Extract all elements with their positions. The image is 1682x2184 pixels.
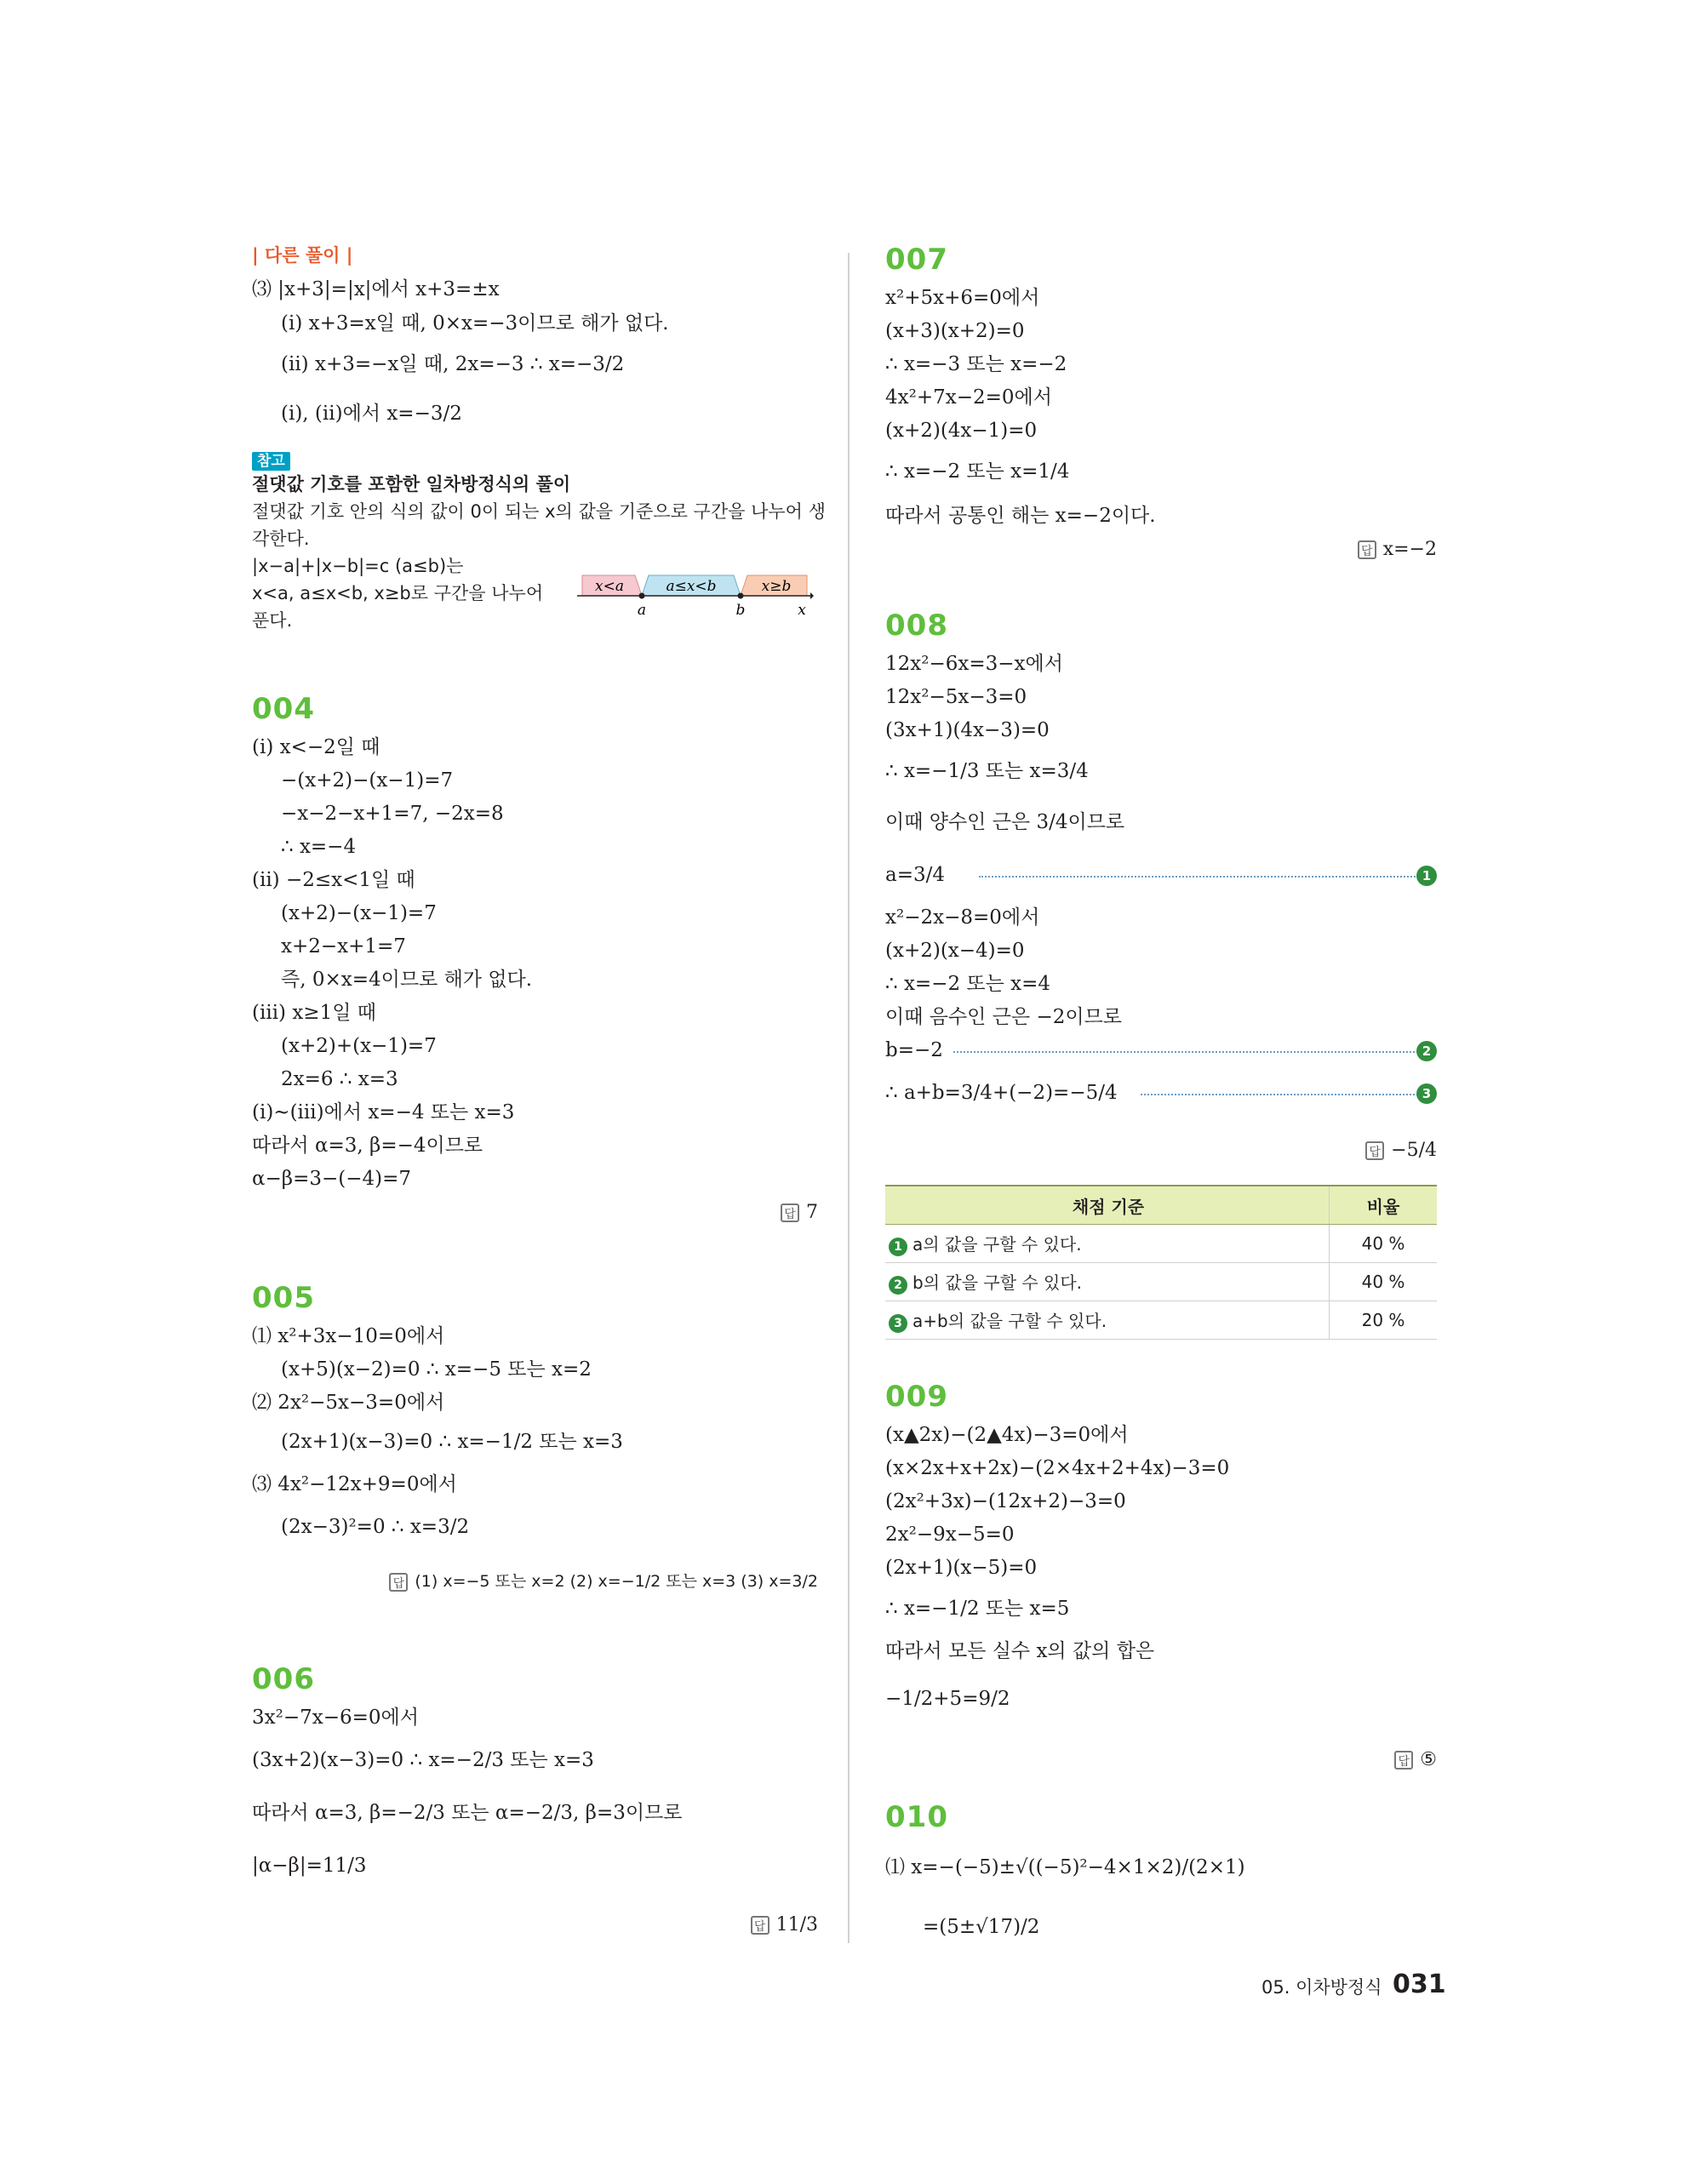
- solution-line: (x+2)(4x−1)=0: [885, 420, 1038, 442]
- solution-line: 따라서 α=3, β=−4이므로: [252, 1135, 483, 1157]
- solution-line: x²+5x+6=0에서: [885, 287, 1040, 309]
- solution-line: b=−2: [885, 1039, 943, 1061]
- solution-line: ∴ x=−4: [281, 836, 357, 858]
- note-line: x<a, a≤x<b, x≥b로 구간을 나누어: [252, 583, 544, 603]
- problem-number: 006: [252, 1662, 315, 1696]
- note-badge: 참고: [252, 452, 290, 471]
- table-cell: 20 %: [1330, 1301, 1438, 1340]
- solution-line: 12x²−6x=3−x에서: [885, 653, 1063, 675]
- solution-line: −x−2−x+1=7, −2x=8: [281, 803, 504, 825]
- other-solution-tag: | 다른 풀이 |: [252, 245, 353, 266]
- solution-line: (ⅰ)~(ⅲ)에서 x=−4 또는 x=3: [252, 1101, 515, 1123]
- solution-line: −(x+2)−(x−1)=7: [281, 769, 454, 792]
- table-row: [885, 1301, 1437, 1340]
- answer-icon: 답: [781, 1203, 799, 1222]
- answer-icon: 답: [1365, 1141, 1384, 1160]
- solution-line: 4x²+7x−2=0에서: [885, 386, 1052, 409]
- solution-line: ⑴ x=−(−5)±√((−5)²−4×1×2)/(2×1): [885, 1856, 1245, 1878]
- problem-number: 010: [885, 1800, 948, 1834]
- answer: 답 (1) x=−5 또는 x=2 (2) x=−1/2 또는 x=3 (3) x=3/2: [389, 1569, 818, 1594]
- answer: 답 11/3: [751, 1912, 818, 1938]
- table-marker: 1: [889, 1238, 907, 1256]
- note-line: 푼다.: [252, 610, 293, 631]
- solution-line: 12x²−5x−3=0: [885, 686, 1027, 708]
- table-cell: 2 b의 값을 구할 수 있다.: [885, 1263, 1330, 1301]
- solution-line: ∴ x=−2 또는 x=1/4: [885, 460, 1070, 483]
- solution-line: (2x+1)(x−3)=0 ∴ x=−1/2 또는 x=3: [281, 1431, 623, 1453]
- solution-line: 즉, 0×x=4이므로 해가 없다.: [281, 969, 533, 991]
- point-label: b: [735, 602, 746, 619]
- answer-icon: 답: [1394, 1751, 1413, 1769]
- solution-line: (2x−3)²=0 ∴ x=3/2: [281, 1516, 470, 1538]
- other-line: (ⅰ), (ⅱ)에서 x=−3/2: [281, 403, 462, 425]
- table-row: [885, 1263, 1437, 1301]
- grading-table: [885, 1185, 1437, 1340]
- solution-line: (x+3)(x+2)=0: [885, 320, 1025, 342]
- solution-line: ⑴ x²+3x−10=0에서: [252, 1325, 445, 1347]
- solution-line: (ⅲ) x≥1일 때: [252, 1002, 376, 1024]
- note-title: 절댓값 기호를 포함한 일차방정식의 풀이: [252, 474, 571, 495]
- solution-line: ∴ a+b=3/4+(−2)=−5/4: [885, 1082, 1118, 1104]
- solution-line: =(5±√17)/2: [923, 1916, 1040, 1938]
- dotted-leader: [979, 876, 1422, 878]
- table-header: 채점 기준: [885, 1186, 1330, 1225]
- solution-line: (x+2)(x−4)=0: [885, 940, 1025, 962]
- dotted-leader: [1141, 1094, 1422, 1095]
- note-line: 각한다.: [252, 529, 310, 549]
- solution-line: x²−2x−8=0에서: [885, 906, 1040, 929]
- solution-line: ∴ x=−1/3 또는 x=3/4: [885, 760, 1089, 782]
- dotted-leader: [953, 1051, 1422, 1053]
- solution-line: (x+2)+(x−1)=7: [281, 1035, 437, 1057]
- table-marker: 2: [889, 1276, 907, 1295]
- solution-line: ∴ x=−3 또는 x=−2: [885, 353, 1067, 375]
- table-cell: 1 a의 값을 구할 수 있다.: [885, 1225, 1330, 1263]
- solution-line: (2x+1)(x−5)=0: [885, 1557, 1038, 1579]
- solution-line: −1/2+5=9/2: [885, 1688, 1010, 1710]
- marker-3: 3: [1416, 1083, 1437, 1104]
- solution-line: 2x²−9x−5=0: [885, 1524, 1015, 1546]
- table-cell: 3 a+b의 값을 구할 수 있다.: [885, 1301, 1330, 1340]
- solution-line: α−β=3−(−4)=7: [252, 1168, 412, 1190]
- footer-chapter: 05. 이차방정식: [1262, 1977, 1382, 1998]
- solution-line: (3x+1)(4x−3)=0: [885, 719, 1050, 741]
- problem-number: 005: [252, 1281, 315, 1315]
- solution-line: 따라서 공통인 해는 x=−2이다.: [885, 505, 1156, 527]
- region-label: a≤x<b: [666, 578, 717, 595]
- table-header-row: [885, 1186, 1437, 1225]
- answer: 답 −5/4: [1365, 1138, 1437, 1163]
- solution-line: a=3/4: [885, 864, 945, 886]
- table-cell: 40 %: [1330, 1263, 1438, 1301]
- answer: 답 7: [781, 1200, 818, 1226]
- solution-line: 이때 양수인 근은 3/4이므로: [885, 811, 1125, 833]
- solution-line: 이때 음수인 근은 −2이므로: [885, 1006, 1123, 1028]
- solution-line: x+2−x+1=7: [281, 935, 406, 958]
- note-line: |x−a|+|x−b|=c (a≤b)는: [252, 556, 464, 576]
- column-divider: [848, 253, 850, 1943]
- solution-line: ∴ x=−1/2 또는 x=5: [885, 1598, 1070, 1620]
- table-cell: 40 %: [1330, 1225, 1438, 1263]
- point-label: a: [637, 602, 647, 619]
- solution-line: 2x=6 ∴ x=3: [281, 1068, 398, 1090]
- page-number: 031: [1393, 1970, 1446, 1999]
- answer: 답 x=−2: [1358, 537, 1437, 563]
- table-header: 비율: [1330, 1186, 1438, 1225]
- other-line: ⑶ |x+3|=|x|에서 x+3=±x: [252, 278, 500, 300]
- table-marker: 3: [889, 1314, 907, 1333]
- answer: 답 ⑤: [1394, 1747, 1437, 1773]
- solution-line: (3x+2)(x−3)=0 ∴ x=−2/3 또는 x=3: [252, 1749, 594, 1771]
- answer-icon: 답: [751, 1916, 769, 1935]
- solution-line: (x×2x+x+2x)−(2×4x+2+4x)−3=0: [885, 1457, 1230, 1479]
- problem-number: 004: [252, 692, 315, 726]
- solution-line: ∴ x=−2 또는 x=4: [885, 973, 1051, 995]
- marker-1: 1: [1416, 866, 1437, 886]
- point-b: [738, 593, 744, 599]
- table-row: [885, 1225, 1437, 1263]
- problem-number: 009: [885, 1380, 948, 1414]
- problem-number: 007: [885, 243, 948, 277]
- answer-icon: 답: [389, 1573, 408, 1592]
- solution-line: (2x²+3x)−(12x+2)−3=0: [885, 1490, 1126, 1512]
- solution-line: ⑵ 2x²−5x−3=0에서: [252, 1392, 445, 1414]
- region-label: x≥b: [761, 578, 792, 595]
- problem-number: 008: [885, 609, 948, 643]
- other-line: (ⅱ) x+3=−x일 때, 2x=−3 ∴ x=−3/2: [281, 353, 625, 375]
- solution-line: 3x²−7x−6=0에서: [252, 1707, 419, 1729]
- solution-line: (ⅰ) x<−2일 때: [252, 736, 380, 758]
- solution-line: |α−β|=11/3: [252, 1855, 367, 1877]
- axis-arrow: [810, 592, 814, 599]
- solution-line: ⑶ 4x²−12x+9=0에서: [252, 1473, 457, 1495]
- other-line: (ⅰ) x+3=x일 때, 0×x=−3이므로 해가 없다.: [281, 312, 669, 334]
- solution-line: 따라서 α=3, β=−2/3 또는 α=−2/3, β=3이므로: [252, 1802, 683, 1824]
- solution-line: (x▲2x)−(2▲4x)−3=0에서: [885, 1424, 1129, 1446]
- marker-2: 2: [1416, 1041, 1437, 1061]
- answer-icon: 답: [1358, 540, 1376, 559]
- point-a: [639, 593, 645, 599]
- region-label: x<a: [595, 578, 624, 595]
- solution-line: (x+5)(x−2)=0 ∴ x=−5 또는 x=2: [281, 1358, 592, 1381]
- solution-line: (x+2)−(x−1)=7: [281, 902, 437, 924]
- note-line: 절댓값 기호 안의 식의 값이 0이 되는 x의 값을 기준으로 구간을 나누어 생: [252, 501, 826, 522]
- number-line-diagram: [575, 562, 814, 630]
- solution-line: (ⅱ) −2≤x<1일 때: [252, 869, 415, 891]
- axis-label: x: [798, 602, 806, 619]
- solution-line: 따라서 모든 실수 x의 값의 합은: [885, 1640, 1155, 1662]
